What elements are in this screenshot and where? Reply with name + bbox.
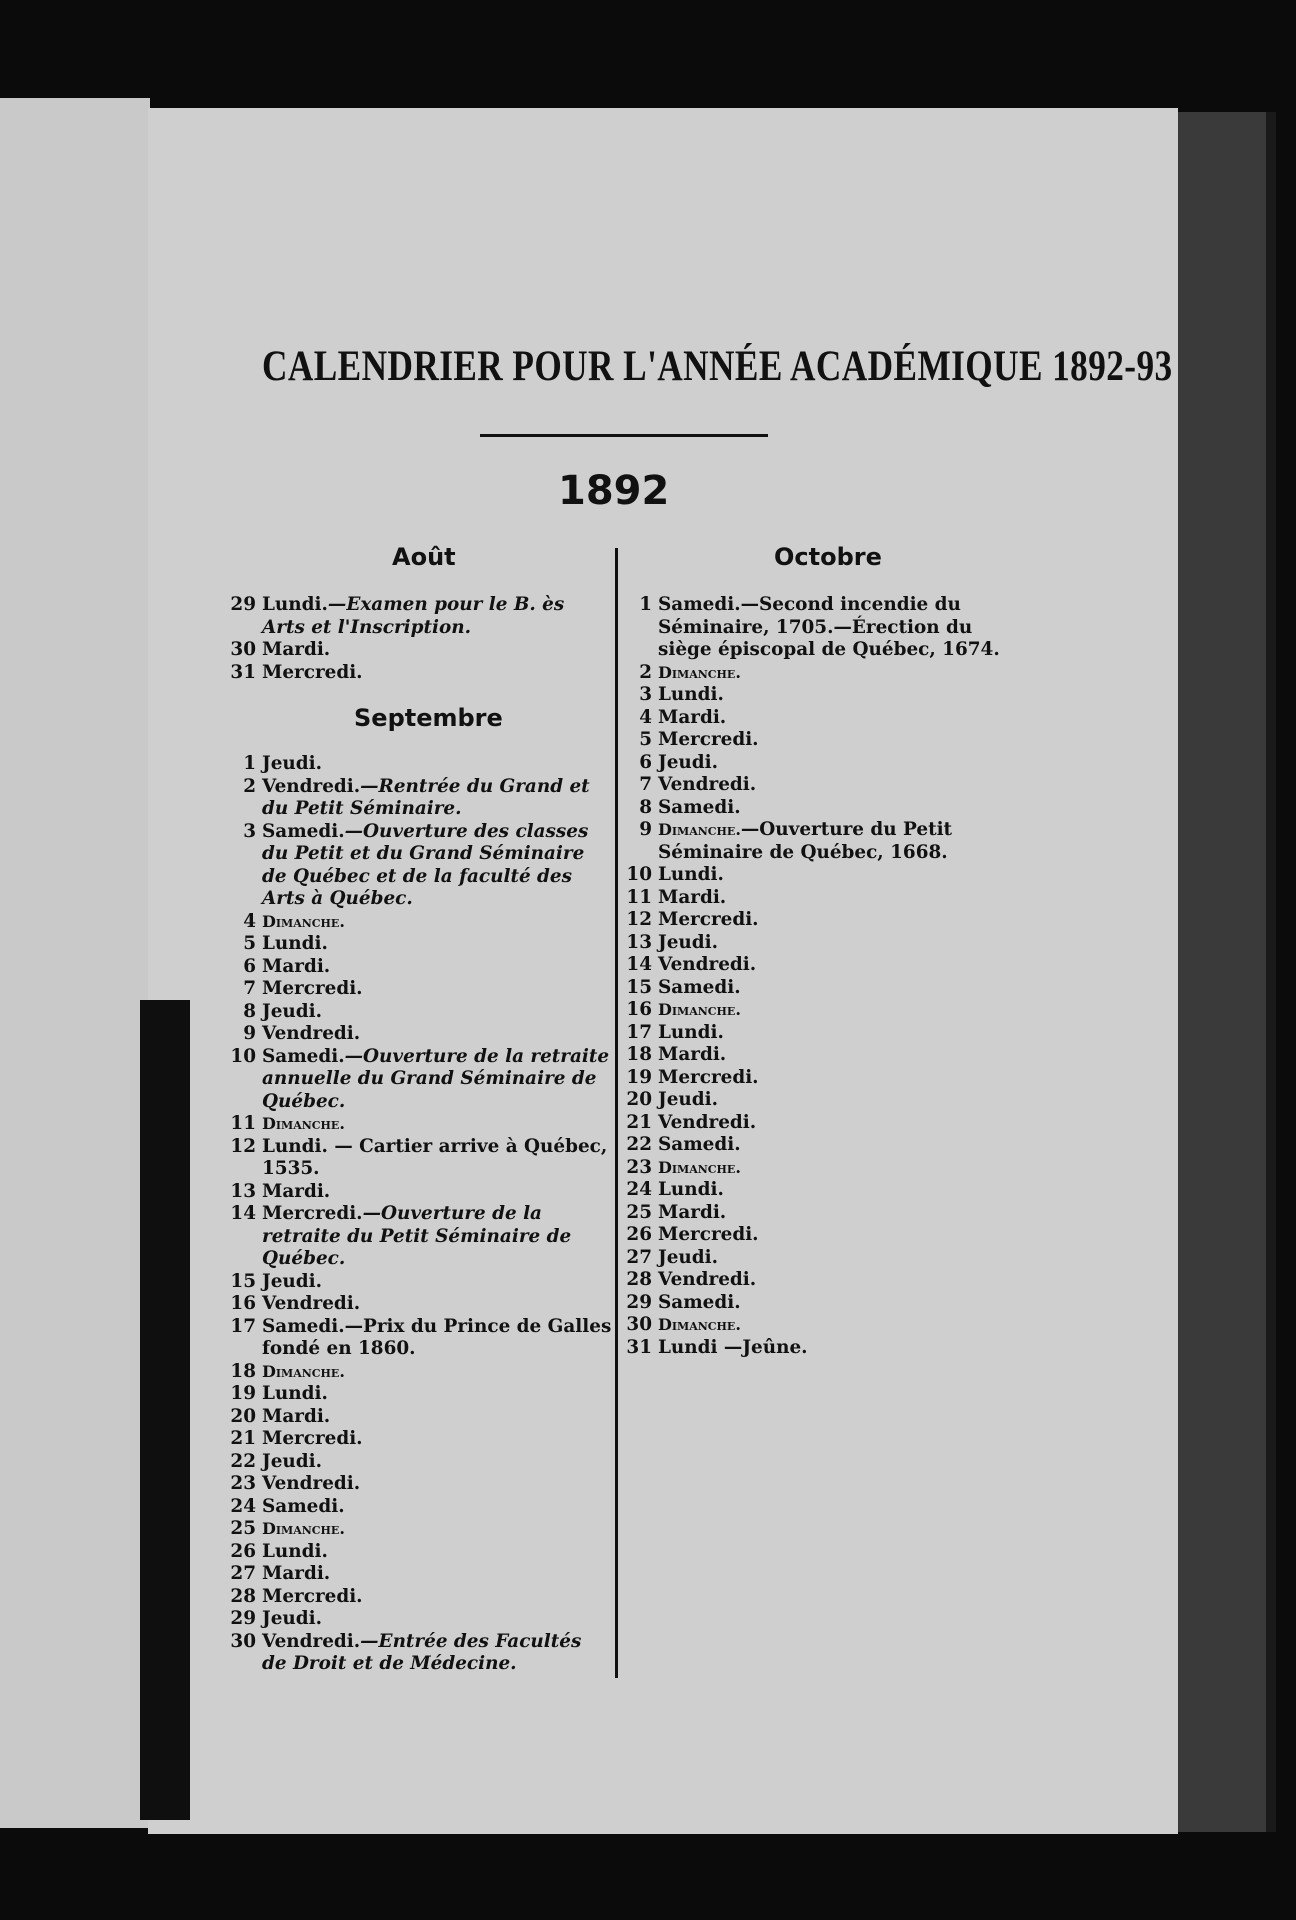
calendar-entry bbox=[626, 1157, 1018, 1180]
calendar-entry bbox=[626, 1202, 1018, 1225]
entry-weekday: Jeudi. bbox=[262, 753, 323, 774]
calendar-entry bbox=[626, 1134, 1018, 1157]
entry-description: —Second incendie du Séminaire, 1705.—Érection du siège épiscopal de Québec, 1674. bbox=[658, 594, 1000, 660]
octobre-entries bbox=[626, 594, 1018, 1359]
entry-weekday: Lundi. bbox=[262, 933, 328, 954]
entry-weekday: Lundi bbox=[658, 1336, 718, 1358]
entry-weekday: Mercredi. bbox=[262, 978, 363, 999]
calendar-entry bbox=[230, 1361, 612, 1384]
entry-day-number: 3 bbox=[243, 820, 256, 842]
calendar-entry bbox=[230, 1001, 612, 1024]
entry-weekday: Samedi. bbox=[658, 594, 741, 615]
entry-day-number: 24 bbox=[626, 1179, 652, 1200]
calendar-entry bbox=[230, 956, 612, 979]
entry-weekday: Samedi. bbox=[658, 1134, 741, 1155]
calendar-entry bbox=[626, 1044, 1018, 1067]
calendar-entry bbox=[626, 684, 1018, 707]
entry-weekday: Lundi. bbox=[262, 1383, 328, 1404]
entry-description: —Ouverture du Petit Séminaire de Québec, 1668. bbox=[658, 819, 953, 863]
entry-day-number: 2 bbox=[243, 775, 256, 797]
entry-weekday: Mardi. bbox=[658, 1044, 727, 1065]
entry-weekday: Jeudi. bbox=[658, 931, 719, 953]
entry-day-number: 13 bbox=[626, 931, 652, 953]
septembre-entries bbox=[230, 753, 612, 1676]
entry-weekday: Dimanche. bbox=[262, 1361, 345, 1381]
calendar-entry bbox=[230, 1563, 612, 1586]
entry-day-number: 17 bbox=[230, 1315, 256, 1337]
entry-day-number: 22 bbox=[626, 1134, 652, 1155]
entry-day-number: 19 bbox=[230, 1383, 256, 1404]
facing-page-edge bbox=[0, 98, 150, 1828]
entry-weekday: Dimanche. bbox=[658, 1315, 741, 1334]
entry-weekday: Mercredi. bbox=[262, 1428, 363, 1449]
calendar-entry bbox=[230, 1541, 612, 1564]
calendar-entry bbox=[626, 752, 1018, 775]
entry-weekday: Vendredi. bbox=[658, 954, 757, 975]
calendar-entry bbox=[230, 1023, 612, 1046]
entry-day-number: 14 bbox=[230, 1203, 256, 1224]
year-heading: 1892 bbox=[558, 468, 670, 514]
entry-weekday: Vendredi. bbox=[262, 1630, 361, 1652]
calendar-entry bbox=[230, 1181, 612, 1204]
entry-day-number: 20 bbox=[230, 1405, 256, 1427]
calendar-entry bbox=[230, 1473, 612, 1496]
entry-day-number: 8 bbox=[243, 1000, 256, 1022]
calendar-entry bbox=[626, 594, 1018, 662]
entry-day-number: 16 bbox=[230, 1293, 256, 1314]
entry-day-number: 11 bbox=[230, 1113, 256, 1134]
calendar-entry bbox=[230, 1383, 612, 1406]
month-heading-aout: Août bbox=[392, 543, 456, 571]
entry-day-number: 10 bbox=[230, 1045, 256, 1067]
entry-weekday: Vendredi. bbox=[658, 774, 757, 795]
entry-weekday: Lundi. bbox=[262, 594, 328, 615]
calendar-entry bbox=[230, 1406, 612, 1429]
entry-weekday: Lundi. bbox=[262, 1540, 328, 1562]
entry-weekday: Jeudi. bbox=[658, 1089, 719, 1110]
entry-day-number: 7 bbox=[639, 774, 652, 795]
book-spine-edge bbox=[1266, 112, 1276, 1832]
entry-weekday: Jeudi. bbox=[262, 1000, 323, 1022]
entry-weekday: Mardi. bbox=[262, 639, 331, 660]
month-heading-octobre: Octobre bbox=[774, 543, 882, 571]
entry-weekday: Samedi. bbox=[262, 1315, 345, 1337]
calendar-entry bbox=[626, 954, 1018, 977]
entry-weekday: Mardi. bbox=[262, 955, 331, 977]
entry-day-number: 23 bbox=[626, 1156, 652, 1178]
entry-day-number: 24 bbox=[230, 1495, 256, 1517]
entry-day-number: 4 bbox=[639, 706, 652, 728]
entry-day-number: 5 bbox=[639, 729, 652, 750]
entry-day-number: 22 bbox=[230, 1450, 256, 1472]
entry-weekday: Vendredi. bbox=[658, 1111, 757, 1133]
entry-weekday: Samedi. bbox=[262, 1045, 345, 1067]
entry-weekday: Jeudi. bbox=[658, 751, 719, 773]
entry-day-number: 21 bbox=[626, 1111, 652, 1133]
entry-weekday: Lundi. bbox=[658, 1021, 724, 1043]
calendar-entry bbox=[230, 1631, 612, 1676]
entry-day-number: 30 bbox=[626, 1314, 652, 1335]
entry-day-number: 29 bbox=[626, 1291, 652, 1313]
calendar-entry bbox=[230, 639, 612, 662]
entry-day-number: 10 bbox=[626, 864, 652, 885]
entry-weekday: Mercredi. bbox=[658, 1066, 759, 1088]
calendar-entry bbox=[230, 911, 612, 934]
entry-weekday: Dimanche. bbox=[262, 1114, 345, 1133]
entry-weekday: Mercredi. bbox=[262, 1585, 363, 1607]
entry-day-number: 19 bbox=[626, 1066, 652, 1088]
entry-description: — Cartier arrive à Québec, 1535. bbox=[262, 1135, 608, 1179]
entry-day-number: 27 bbox=[230, 1563, 256, 1584]
entry-weekday: Mardi. bbox=[262, 1180, 331, 1202]
calendar-entry bbox=[626, 1089, 1018, 1112]
entry-day-number: 18 bbox=[626, 1044, 652, 1065]
entry-day-number: 15 bbox=[626, 976, 652, 998]
entry-weekday: Lundi. bbox=[658, 684, 724, 705]
entry-day-number: 12 bbox=[230, 1135, 256, 1157]
calendar-entry bbox=[230, 1518, 612, 1541]
entry-day-number: 30 bbox=[230, 1630, 256, 1652]
entry-day-number: 31 bbox=[626, 1336, 652, 1358]
entry-weekday: Lundi. bbox=[262, 1135, 328, 1157]
entry-day-number: 30 bbox=[230, 639, 256, 660]
entry-weekday: Dimanche. bbox=[262, 911, 345, 931]
calendar-entry bbox=[230, 1428, 612, 1451]
entry-description: —Examen pour le B. ès Arts et l'Inscription. bbox=[262, 594, 565, 638]
entry-day-number: 6 bbox=[639, 751, 652, 773]
entry-day-number: 9 bbox=[243, 1023, 256, 1044]
calendar-entry bbox=[230, 594, 612, 639]
entry-weekday: Dimanche. bbox=[658, 820, 741, 839]
aout-entries bbox=[230, 594, 612, 684]
calendar-entry bbox=[626, 1247, 1018, 1270]
entry-weekday: Mercredi. bbox=[658, 1224, 759, 1245]
entry-day-number: 14 bbox=[626, 954, 652, 975]
calendar-entry bbox=[626, 1067, 1018, 1090]
entry-weekday: Samedi. bbox=[262, 1495, 345, 1517]
calendar-entry bbox=[626, 707, 1018, 730]
calendar-entry bbox=[626, 1314, 1018, 1337]
entry-day-number: 6 bbox=[243, 955, 256, 977]
calendar-entry bbox=[230, 1136, 612, 1181]
entry-day-number: 18 bbox=[230, 1360, 256, 1382]
entry-day-number: 9 bbox=[639, 819, 652, 840]
calendar-entry bbox=[230, 1451, 612, 1474]
entry-day-number: 31 bbox=[230, 661, 256, 683]
calendar-entry bbox=[626, 774, 1018, 797]
entry-weekday: Jeudi. bbox=[658, 1246, 719, 1268]
entry-weekday: Dimanche. bbox=[658, 662, 741, 682]
entry-day-number: 27 bbox=[626, 1246, 652, 1268]
entry-weekday: Mercredi. bbox=[262, 661, 363, 683]
entry-day-number: 15 bbox=[230, 1270, 256, 1292]
entry-day-number: 25 bbox=[626, 1201, 652, 1223]
entry-weekday: Vendredi. bbox=[262, 775, 361, 797]
entry-weekday: Mardi. bbox=[658, 1201, 727, 1223]
entry-day-number: 26 bbox=[230, 1540, 256, 1562]
calendar-entry bbox=[626, 1269, 1018, 1292]
calendar-entry bbox=[626, 1337, 1018, 1360]
entry-description: —Ouverture de la retraite du Petit Séminaire de Québec. bbox=[262, 1203, 572, 1269]
entry-day-number: 26 bbox=[626, 1224, 652, 1245]
entry-day-number: 5 bbox=[243, 933, 256, 954]
calendar-entry bbox=[626, 909, 1018, 932]
calendar-entry bbox=[230, 1586, 612, 1609]
entry-weekday: Vendredi. bbox=[262, 1293, 361, 1314]
entry-day-number: 7 bbox=[243, 978, 256, 999]
column-divider bbox=[615, 548, 618, 1678]
entry-weekday: Jeudi. bbox=[262, 1270, 323, 1292]
calendar-entry bbox=[626, 797, 1018, 820]
entry-weekday: Jeudi. bbox=[262, 1450, 323, 1472]
calendar-entry bbox=[230, 662, 612, 685]
book-spine bbox=[1178, 112, 1268, 1832]
entry-weekday: Mardi. bbox=[262, 1405, 331, 1427]
entry-weekday: Mardi. bbox=[262, 1563, 331, 1584]
entry-description: —Rentrée du Grand et du Petit Séminaire. bbox=[262, 775, 590, 819]
calendar-entry bbox=[230, 821, 612, 911]
entry-weekday: Samedi. bbox=[658, 1291, 741, 1313]
calendar-entry bbox=[626, 1224, 1018, 1247]
month-heading-septembre: Septembre bbox=[354, 704, 503, 732]
calendar-entry bbox=[626, 1292, 1018, 1315]
entry-day-number: 17 bbox=[626, 1021, 652, 1043]
calendar-entry bbox=[626, 1112, 1018, 1135]
entry-weekday: Dimanche. bbox=[658, 1000, 741, 1019]
entry-weekday: Samedi. bbox=[658, 796, 741, 818]
title-rule bbox=[480, 434, 768, 437]
entry-weekday: Dimanche. bbox=[262, 1519, 345, 1538]
entry-day-number: 20 bbox=[626, 1089, 652, 1110]
calendar-entry bbox=[230, 753, 612, 776]
calendar-entry bbox=[626, 1179, 1018, 1202]
entry-day-number: 23 bbox=[230, 1473, 256, 1494]
entry-day-number: 16 bbox=[626, 999, 652, 1020]
entry-weekday: Mardi. bbox=[658, 886, 727, 908]
entry-day-number: 25 bbox=[230, 1518, 256, 1539]
entry-weekday: Mercredi. bbox=[658, 729, 759, 750]
calendar-entry bbox=[230, 1316, 612, 1361]
entry-weekday: Samedi. bbox=[658, 976, 741, 998]
entry-day-number: 29 bbox=[230, 1608, 256, 1629]
calendar-entry bbox=[230, 1271, 612, 1294]
entry-weekday: Dimanche. bbox=[658, 1157, 741, 1177]
entry-weekday: Vendredi. bbox=[262, 1023, 361, 1044]
calendar-entry bbox=[230, 1113, 612, 1136]
entry-day-number: 12 bbox=[626, 909, 652, 930]
entry-day-number: 3 bbox=[639, 684, 652, 705]
entry-day-number: 2 bbox=[639, 661, 652, 683]
calendar-entry bbox=[626, 932, 1018, 955]
entry-description: —Prix du Prince de Galles fondé en 1860. bbox=[262, 1315, 612, 1359]
calendar-entry bbox=[230, 978, 612, 1001]
entry-description: —Ouverture des classes du Petit et du Grand Séminaire de Québec et de la faculté des Arts à Québec. bbox=[262, 820, 589, 909]
entry-weekday: Jeudi. bbox=[262, 1608, 323, 1629]
entry-day-number: 28 bbox=[626, 1269, 652, 1290]
entry-day-number: 1 bbox=[243, 753, 256, 774]
entry-weekday: Lundi. bbox=[658, 864, 724, 885]
entry-weekday: Mercredi. bbox=[262, 1203, 363, 1224]
gutter-shadow bbox=[140, 1000, 190, 1820]
entry-weekday: Vendredi. bbox=[262, 1473, 361, 1494]
calendar-entry bbox=[230, 1608, 612, 1631]
calendar-entry bbox=[230, 1293, 612, 1316]
calendar-entry bbox=[230, 1203, 612, 1271]
calendar-entry bbox=[626, 662, 1018, 685]
entry-day-number: 29 bbox=[230, 594, 256, 615]
entry-description: —Ouverture de la retraite annuelle du Grand Séminaire de Québec. bbox=[262, 1045, 610, 1112]
entry-description: —Entrée des Facultés de Droit et de Médecine. bbox=[262, 1630, 582, 1674]
entry-weekday: Lundi. bbox=[658, 1179, 724, 1200]
entry-day-number: 11 bbox=[626, 886, 652, 908]
entry-day-number: 4 bbox=[243, 910, 256, 932]
entry-weekday: Vendredi. bbox=[658, 1269, 757, 1290]
calendar-entry bbox=[230, 1496, 612, 1519]
entry-day-number: 13 bbox=[230, 1180, 256, 1202]
entry-day-number: 21 bbox=[230, 1428, 256, 1449]
entry-weekday: Samedi. bbox=[262, 820, 345, 842]
calendar-entry bbox=[230, 1046, 612, 1114]
calendar-entry bbox=[626, 864, 1018, 887]
entry-weekday: Mardi. bbox=[658, 706, 727, 728]
entry-day-number: 8 bbox=[639, 796, 652, 818]
entry-day-number: 28 bbox=[230, 1585, 256, 1607]
calendar-entry bbox=[230, 776, 612, 821]
entry-day-number: 1 bbox=[639, 594, 652, 615]
entry-description: —Jeûne. bbox=[717, 1336, 808, 1358]
calendar-entry bbox=[626, 729, 1018, 752]
calendar-entry bbox=[230, 933, 612, 956]
calendar-entry bbox=[626, 887, 1018, 910]
calendar-entry bbox=[626, 1022, 1018, 1045]
entry-weekday: Mercredi. bbox=[658, 909, 759, 930]
calendar-entry bbox=[626, 977, 1018, 1000]
calendar-entry bbox=[626, 999, 1018, 1022]
page-title: CALENDRIER POUR L'ANNÉE ACADÉMIQUE 1892-93 bbox=[262, 343, 1173, 390]
calendar-entry bbox=[626, 819, 1018, 864]
